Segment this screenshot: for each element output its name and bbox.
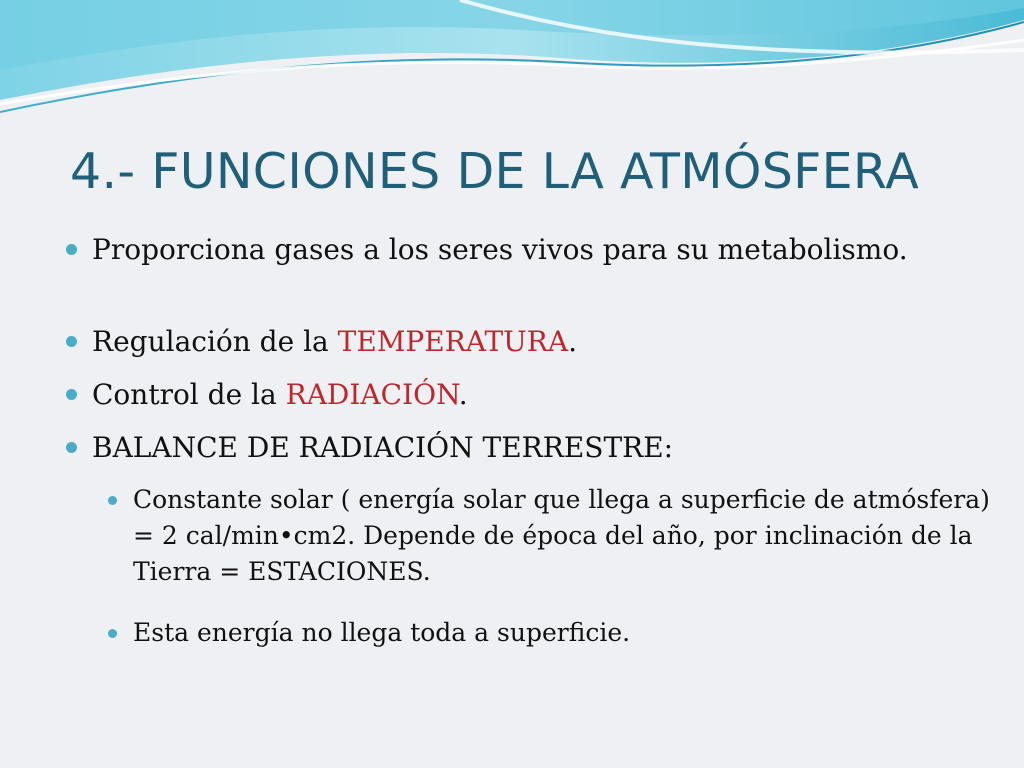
highlight-text: RADIACIÓN (285, 378, 459, 411)
subbullet-dot-icon (108, 629, 117, 638)
slide-title: 4.- FUNCIONES DE LA ATMÓSFERA (70, 143, 920, 200)
subbullet-text: Constante solar ( energía solar que llega a superficie de atmósfera) = 2 cal/min•cm2. Depende de época del año, por inclinación de la Tierra = ESTACIONES. (133, 485, 990, 586)
header-wave-decoration (0, 0, 1024, 120)
bullet-dot-icon (66, 442, 77, 453)
bullet-text: BALANCE DE RADIACIÓN TERRESTRE: (92, 431, 674, 464)
bullet-text: Control de la RADIACIÓN. (92, 378, 468, 411)
bullet-dot-icon (66, 389, 77, 400)
bullet-dot-icon (66, 336, 77, 347)
bullet-dot-icon (66, 244, 77, 255)
highlight-text: TEMPERATURA (337, 325, 569, 358)
subbullet-text: Esta energía no llega toda a superficie. (133, 618, 631, 647)
bullet-text: Proporciona gases a los seres vivos para su metabolismo. (92, 233, 908, 266)
bullet-text: Regulación de la TEMPERATURA. (92, 325, 577, 358)
subbullet-dot-icon (108, 496, 117, 505)
